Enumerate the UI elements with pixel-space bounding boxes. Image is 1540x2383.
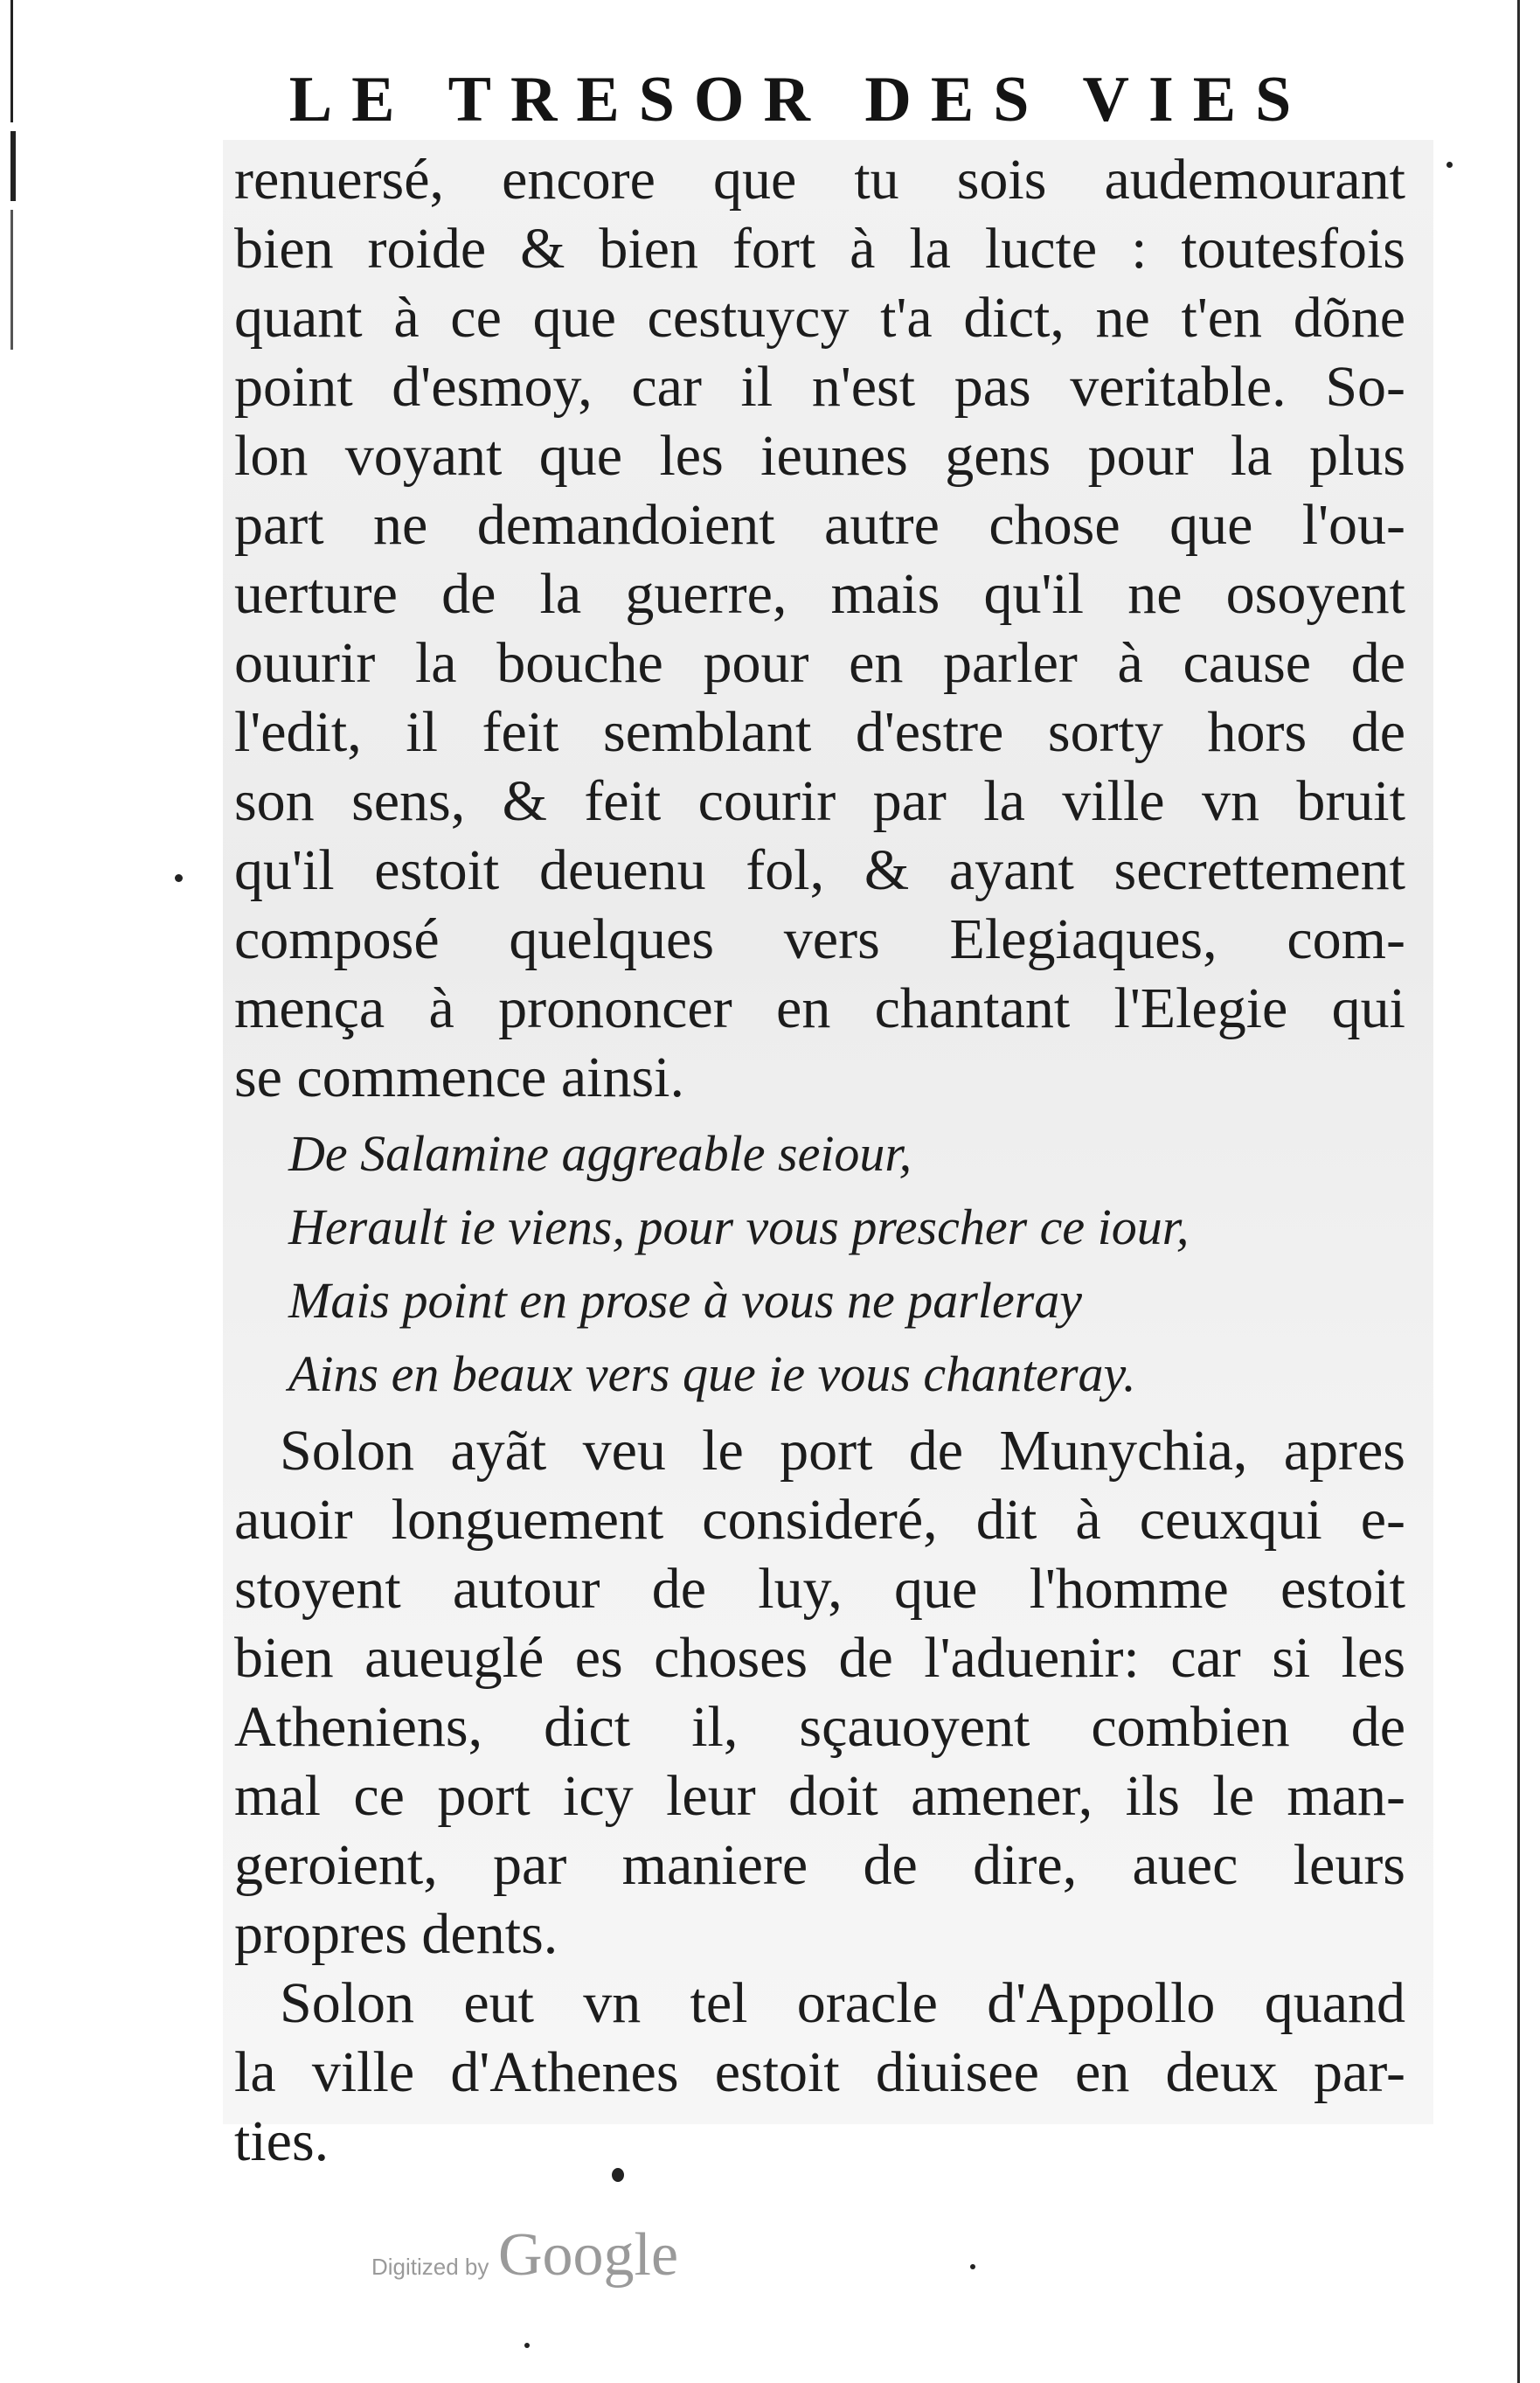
text-line: part ne demandoient autre chose que l'ou- <box>234 493 1405 557</box>
text-line: quant à ce que cestuycy t'a dict, ne t'en dõne <box>234 286 1405 350</box>
verse-line: Ains en beaux vers que ie vous chanteray. <box>288 1345 1136 1402</box>
text-line: propres dents. <box>234 1902 558 1966</box>
page-edge-mark <box>10 210 13 350</box>
text-line: bien roide & bien fort à la lucte : toutesfois <box>234 217 1405 281</box>
paragraph-3 <box>234 1969 1405 2176</box>
verse-line: De Salamine aggreable seiour, <box>288 1125 912 1182</box>
verse-line: Mais point en prose à vous ne parleray <box>288 1272 1083 1329</box>
ink-speck <box>612 2168 624 2182</box>
paragraph-2 <box>234 1416 1405 1969</box>
text-line: Solon eut vn tel oracle d'Appollo quand <box>280 1971 1405 2035</box>
text-line: qu'il estoit deuenu fol, & ayant secrettement <box>234 838 1405 902</box>
text-block <box>234 145 1405 2176</box>
paragraph-1 <box>234 145 1405 1112</box>
text-line: ouurir la bouche pour en parler à cause de <box>234 631 1405 695</box>
verse-block <box>234 1117 1405 1411</box>
digitized-prefix: Digitized by <box>371 2254 489 2280</box>
text-line: l'edit, il feit semblant d'estre sorty hors de <box>234 700 1405 764</box>
text-line: mença à prononcer en chantant l'Elegie qui <box>234 976 1405 1040</box>
text-line: point d'esmoy, car il n'est pas veritable. So- <box>234 355 1405 419</box>
text-line: renuersé, encore que tu sois audemourant <box>234 148 1405 212</box>
digitized-stamp <box>371 2220 739 2299</box>
page-edge-line <box>1517 0 1520 2383</box>
text-line: composé quelques vers Elegiaques, com- <box>234 907 1405 971</box>
text-line: Atheniens, dict il, sçauoyent combien de <box>234 1695 1405 1759</box>
text-line: mal ce port icy leur doit amener, ils le man- <box>234 1764 1405 1828</box>
text-line: stoyent autour de luy, que l'homme estoit <box>234 1557 1405 1621</box>
running-title: LE TRESOR DES VIES <box>288 64 1311 135</box>
text-line: se commence ainsi. <box>234 1046 684 1109</box>
verse-line: Herault ie viens, pour vous prescher ce iour, <box>288 1198 1190 1255</box>
text-line: bien aueuglé es choses de l'aduenir: car si les <box>234 1626 1405 1690</box>
text-line: ties. <box>234 2109 330 2173</box>
page-edge-mark <box>10 131 16 201</box>
google-logo: Google <box>498 2221 679 2289</box>
ink-speck <box>970 2264 975 2269</box>
ink-speck <box>524 2343 530 2348</box>
text-line: Solon ayãt veu le port de Munychia, apres <box>280 1419 1405 1483</box>
text-line: geroient, par maniere de dire, auec leurs <box>234 1833 1405 1897</box>
page-edge-mark <box>10 0 13 122</box>
ink-speck <box>175 874 183 882</box>
text-line: la ville d'Athenes estoit diuisee en deux par- <box>234 2040 1405 2104</box>
text-line: lon voyant que les ieunes gens pour la plus <box>234 424 1405 488</box>
text-line: son sens, & feit courir par la ville vn bruit <box>234 769 1405 833</box>
ink-speck <box>1446 162 1453 168</box>
text-line: uerture de la guerre, mais qu'il ne osoyent <box>234 562 1405 626</box>
text-line: auoir longuement consideré, dit à ceuxqui e- <box>234 1488 1405 1552</box>
